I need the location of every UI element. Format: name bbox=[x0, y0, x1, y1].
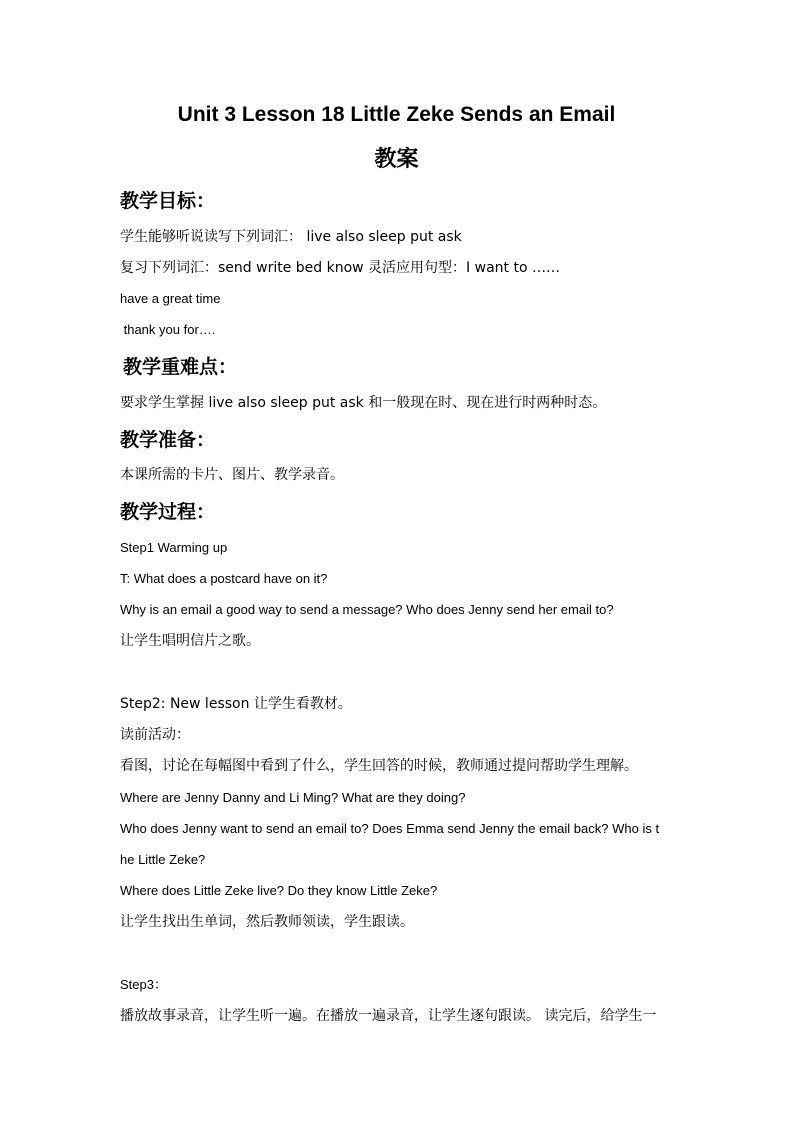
heading-process: 教学过程： bbox=[120, 501, 216, 523]
heading-objectives: 教学目标： bbox=[120, 190, 216, 212]
paragraph-line: thank you for…. bbox=[120, 322, 216, 337]
document-subtitle: 教案 bbox=[374, 146, 419, 172]
paragraph-line: he Little Zeke? bbox=[120, 852, 206, 867]
paragraph-line: 读前活动： bbox=[120, 727, 190, 743]
paragraph-line: T: What does a postcard have on it? bbox=[120, 571, 328, 586]
paragraph-line: Who does Jenny want to send an email to? Does Emma send Jenny the email back? Who is t bbox=[120, 821, 660, 836]
paragraph-line: 看图，讨论在每幅图中看到了什么，学生回答的时候，教师通过提问帮助学生理解。 bbox=[120, 758, 638, 774]
heading-preparation: 教学准备： bbox=[120, 429, 216, 451]
document-title: Unit 3 Lesson 18 Little Zeke Sends an Email bbox=[177, 103, 616, 126]
paragraph-line: Where does Little Zeke live? Do they know Little Zeke? bbox=[120, 883, 438, 898]
paragraph-line: Step2: New lesson 让学生看教材。 bbox=[120, 696, 352, 712]
paragraph-line: 本课所需的卡片、图片、教学录音。 bbox=[120, 467, 344, 483]
paragraph-line: 让学生唱明信片之歌。 bbox=[120, 633, 260, 649]
paragraph-line: have a great time bbox=[120, 291, 221, 306]
paragraph-line: Step3： bbox=[120, 977, 167, 992]
paragraph-line: 播放故事录音，让学生听一遍。在播放一遍录音，让学生逐句跟读。 读完后，给学生一 bbox=[120, 1008, 657, 1024]
heading-key-points: 教学重难点： bbox=[123, 356, 238, 378]
paragraph-line: 复习下列词汇：send write bed know 灵活应用句型：I want to …… bbox=[120, 260, 560, 276]
paragraph-line: 让学生找出生单词，然后教师领读，学生跟读。 bbox=[120, 914, 414, 930]
paragraph-line: 学生能够听说读写下列词汇： live also sleep put ask bbox=[120, 229, 462, 245]
paragraph-line: Where are Jenny Danny and Li Ming? What are they doing? bbox=[120, 790, 466, 805]
paragraph-line: Step1 Warming up bbox=[120, 540, 228, 555]
paragraph-line: 要求学生掌握 live also sleep put ask 和一般现在时、现在进行时两种时态。 bbox=[120, 395, 607, 411]
paragraph-line: Why is an email a good way to send a message? Who does Jenny send her email to? bbox=[120, 602, 614, 617]
